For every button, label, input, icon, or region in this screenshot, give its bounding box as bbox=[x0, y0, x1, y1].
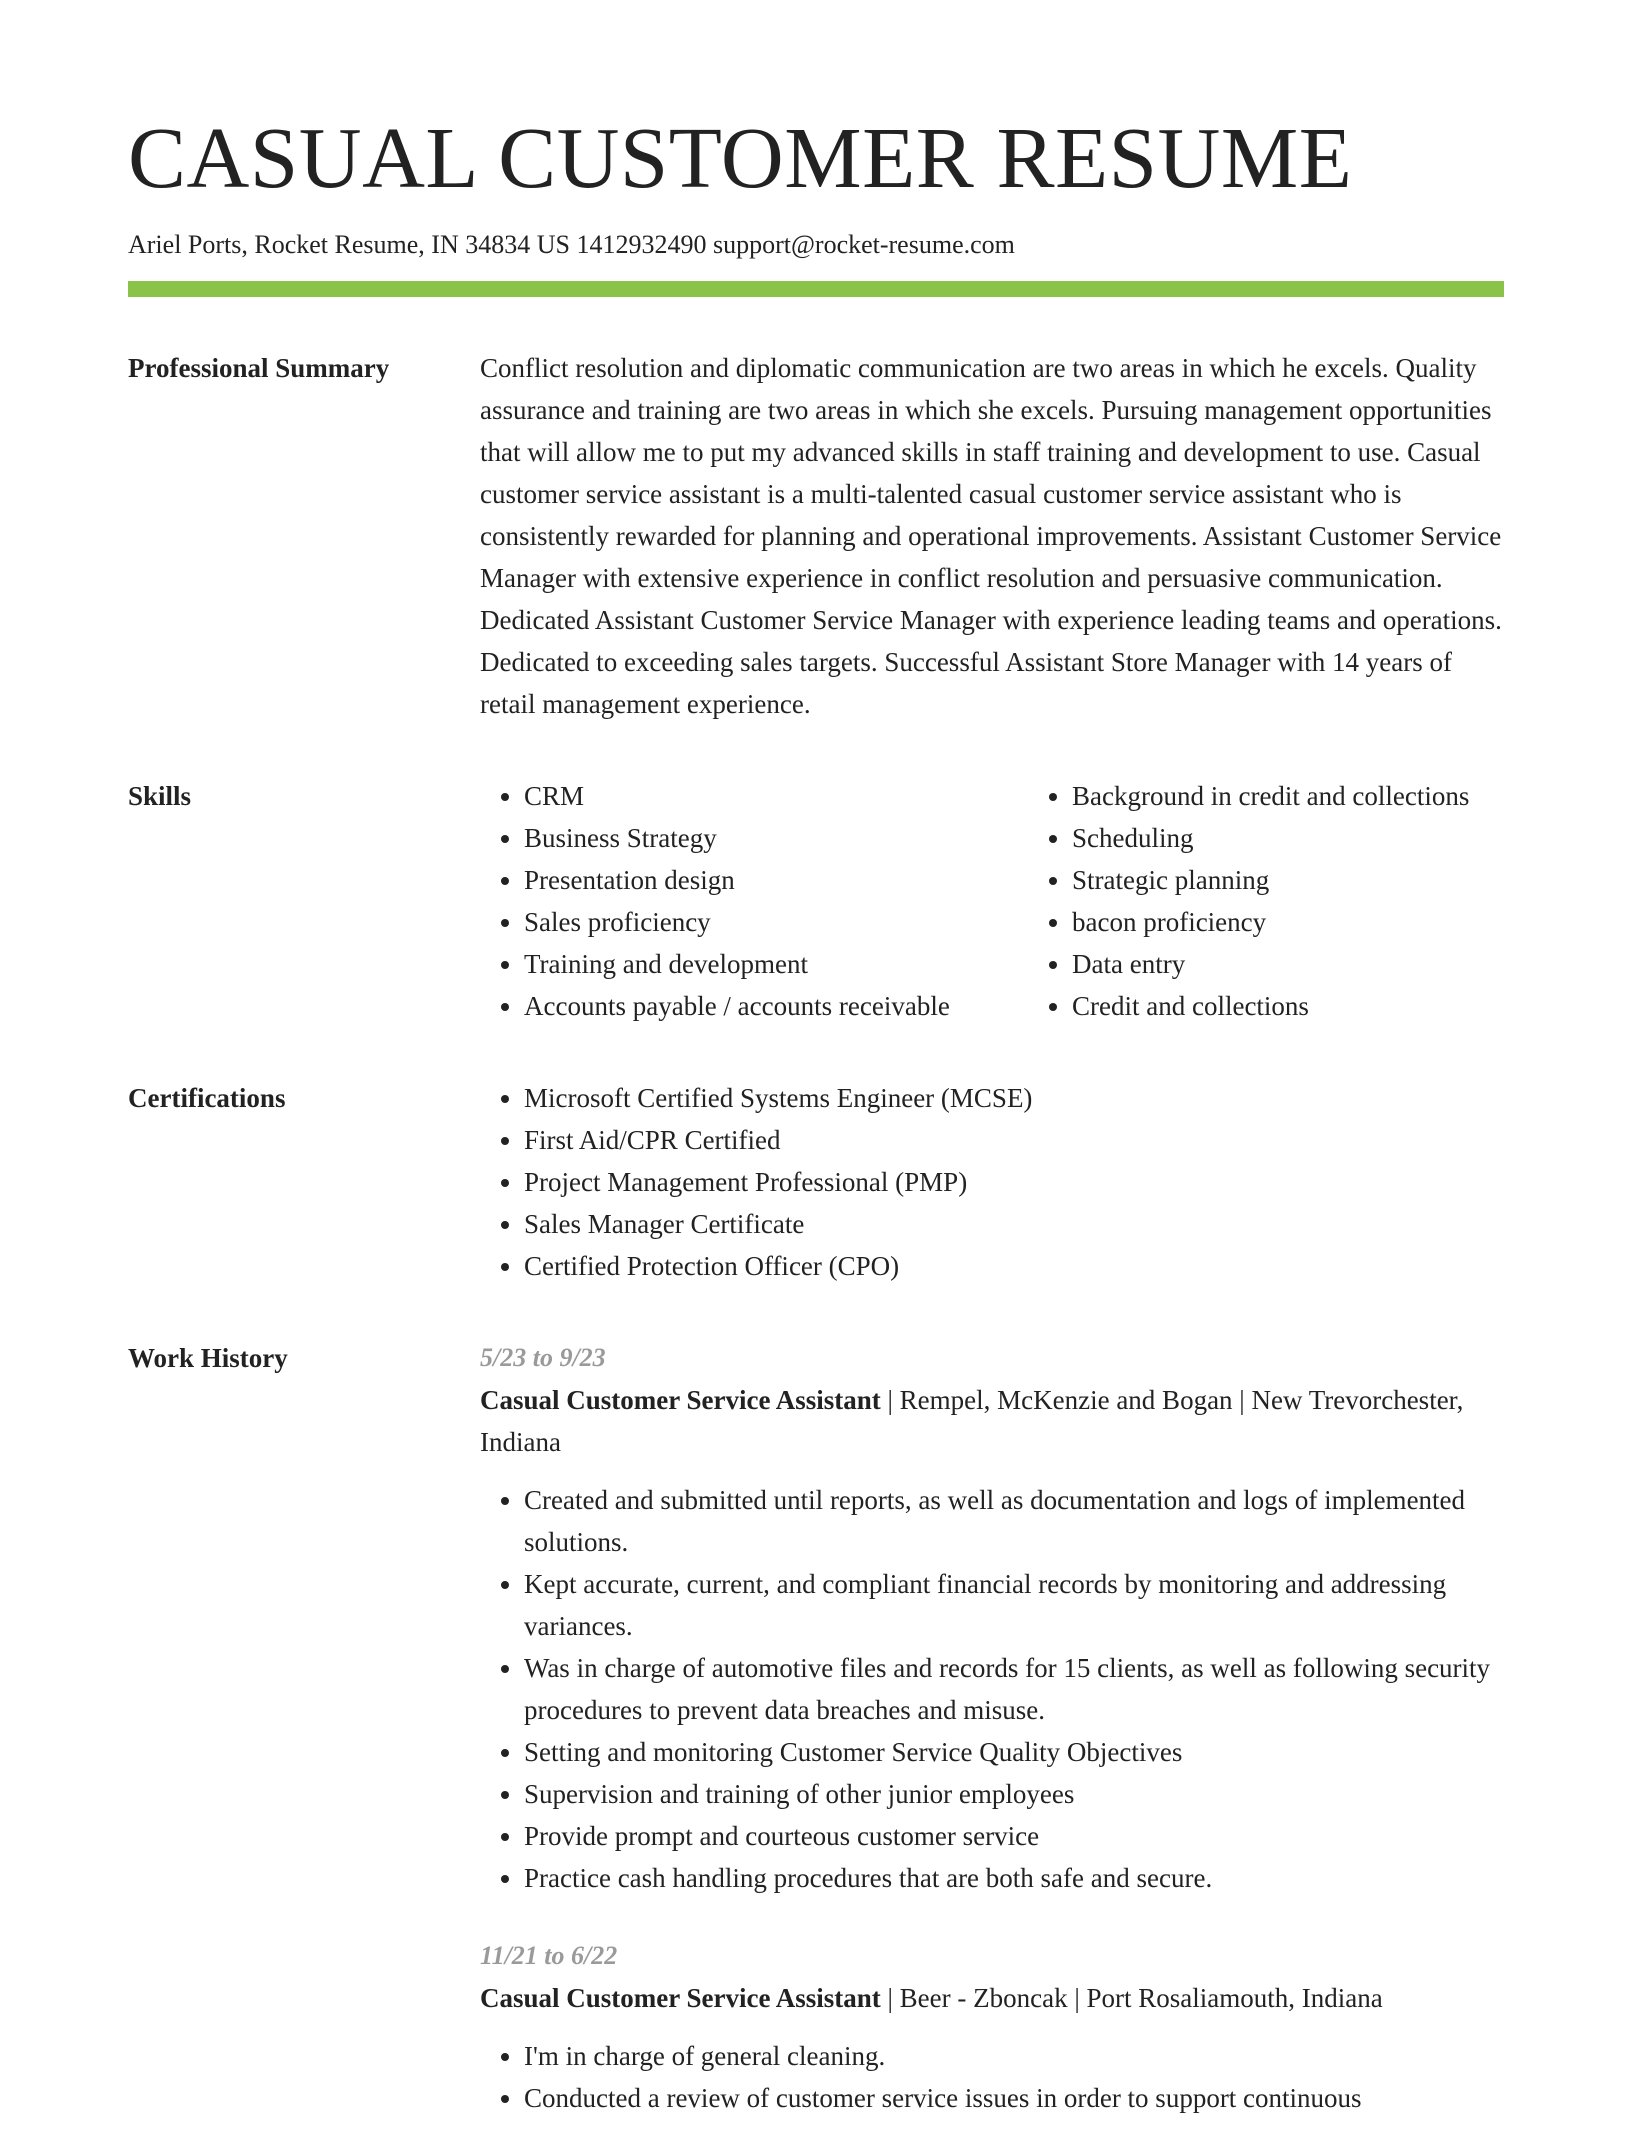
job-bullet: • Practice cash handling procedures that are both safe and secure. bbox=[524, 1857, 1504, 1899]
job-bullet: • Provide prompt and courteous customer service bbox=[524, 1815, 1504, 1857]
certifications-section bbox=[128, 1077, 1504, 1287]
skills-list bbox=[480, 775, 1504, 1027]
contact-info: Ariel Ports, Rocket Resume, IN 34834 US 1412932490 support@rocket-resume.com bbox=[128, 230, 1015, 260]
summary-section bbox=[128, 347, 1504, 725]
job-title: Casual Customer Service Assistant bbox=[480, 1982, 881, 2013]
skill-item: • Background in credit and collections bbox=[1072, 775, 1504, 817]
job-heading bbox=[480, 1977, 1504, 2019]
skill-item: • Presentation design bbox=[524, 859, 1028, 901]
work-history-label: Work History bbox=[128, 1342, 288, 1373]
certifications-body bbox=[480, 1077, 1504, 1287]
job-entry bbox=[480, 1337, 1504, 1899]
certification-item: • Project Management Professional (PMP) bbox=[524, 1161, 1504, 1203]
certification-item: • Certified Protection Officer (CPO) bbox=[524, 1245, 1504, 1287]
skill-item: • bacon proficiency bbox=[1072, 901, 1504, 943]
job-bullets bbox=[480, 1479, 1504, 1899]
summary-text: Conflict resolution and diplomatic communication are two areas in which he excels. Quality assurance and training are two areas in which she excels. Pursuing management opportunities that will allow me to put my advanced skills in staff training and development to use. Casual customer service assistant is a multi-talented casual customer service assistant who is consistently rewarded for planning and operational improvements. Assistant Customer Service Manager with extensive experience in conflict resolution and persuasive communication. Dedicated Assistant Customer Service Manager with experience leading teams and operations. Dedicated to exceeding sales targets. Successful Assistant Store Manager with 14 years of retail management experience. bbox=[480, 352, 1502, 719]
certification-item: • Microsoft Certified Systems Engineer (MCSE) bbox=[524, 1077, 1504, 1119]
accent-divider bbox=[128, 281, 1504, 297]
skill-item: • Training and development bbox=[524, 943, 1028, 985]
skill-item: • Accounts payable / accounts receivable bbox=[524, 985, 1028, 1027]
job-date: 11/21 to 6/22 bbox=[480, 1940, 618, 1970]
certification-item: • Sales Manager Certificate bbox=[524, 1203, 1504, 1245]
job-heading bbox=[480, 1379, 1504, 1463]
skills-label: Skills bbox=[128, 780, 192, 811]
job-bullet: • Was in charge of automotive files and records for 15 clients, as well as following security procedures to prevent data breaches and misuse. bbox=[524, 1647, 1504, 1731]
job-bullet: • Conducted a review of customer service issues in order to support continuous bbox=[524, 2077, 1504, 2119]
skill-item: • Scheduling bbox=[1072, 817, 1504, 859]
job-entry bbox=[480, 1935, 1504, 2119]
skill-item: • Data entry bbox=[1072, 943, 1504, 985]
job-bullet: • I'm in charge of general cleaning. bbox=[524, 2035, 1504, 2077]
skill-item: • Credit and collections bbox=[1072, 985, 1504, 1027]
job-details: | Beer - Zboncak | Port Rosaliamouth, Indiana bbox=[880, 1982, 1383, 2013]
job-bullets bbox=[480, 2035, 1504, 2119]
certification-item: • First Aid/CPR Certified bbox=[524, 1119, 1504, 1161]
certifications-label: Certifications bbox=[128, 1082, 286, 1113]
job-bullet: • Supervision and training of other junior employees bbox=[524, 1773, 1504, 1815]
work-history-body bbox=[480, 1337, 1504, 2155]
skills-column-2 bbox=[1028, 775, 1504, 1027]
skills-section bbox=[128, 775, 1504, 1027]
job-bullet: • Kept accurate, current, and compliant financial records by monitoring and addressing variances. bbox=[524, 1563, 1504, 1647]
summary-label: Professional Summary bbox=[128, 352, 390, 383]
skill-item: • Business Strategy bbox=[524, 817, 1028, 859]
resume-title: CASUAL CUSTOMER RESUME bbox=[128, 109, 1353, 206]
skill-item: • Strategic planning bbox=[1072, 859, 1504, 901]
job-details: | Rempel, McKenzie and Bogan | New Trevorchester, Indiana bbox=[480, 1384, 1464, 1457]
job-bullet: • Created and submitted until reports, as well as documentation and logs of implemented solutions. bbox=[524, 1479, 1504, 1563]
skill-item: • CRM bbox=[524, 775, 1028, 817]
skills-column-1 bbox=[480, 775, 1028, 1027]
certifications-list bbox=[480, 1077, 1504, 1287]
job-date: 5/23 to 9/23 bbox=[480, 1342, 606, 1372]
job-bullet: • Setting and monitoring Customer Service Quality Objectives bbox=[524, 1731, 1504, 1773]
job-title: Casual Customer Service Assistant bbox=[480, 1384, 881, 1415]
skill-item: • Sales proficiency bbox=[524, 901, 1028, 943]
work-history-section bbox=[128, 1337, 1504, 2155]
